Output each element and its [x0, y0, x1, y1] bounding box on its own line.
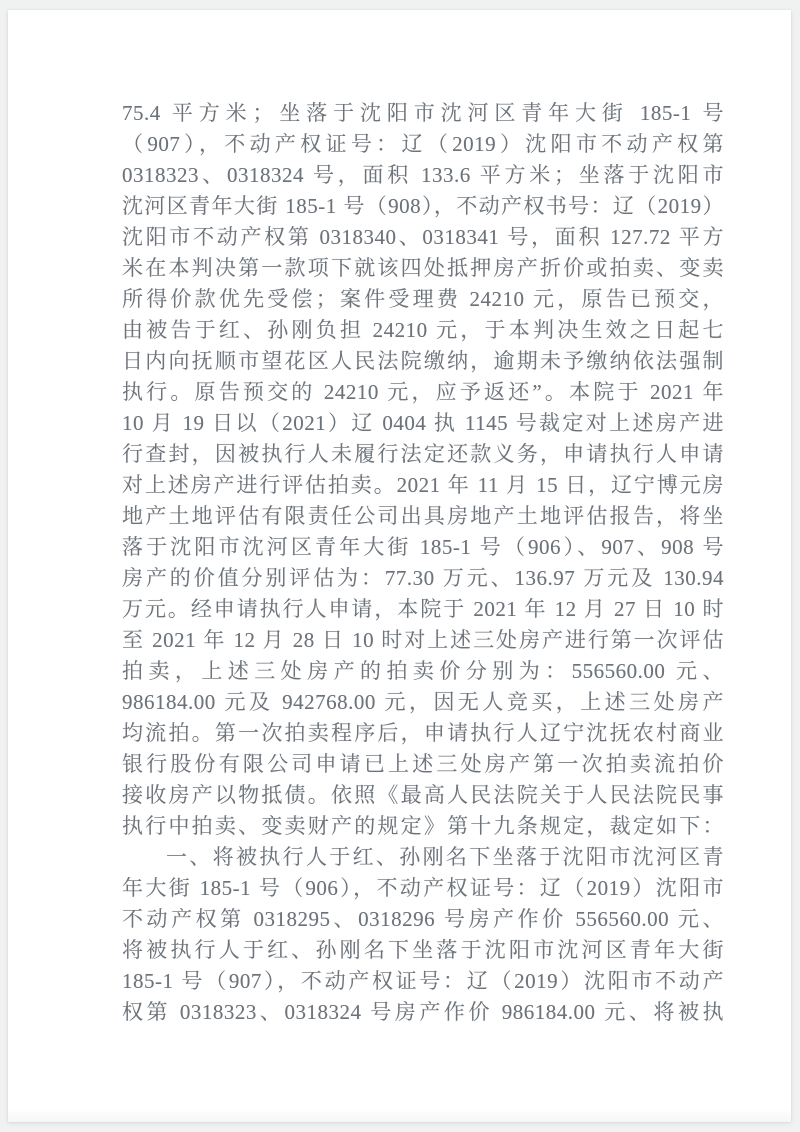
text-line: 接收房产以物抵债。依照《最高人民法院关于人民法院民事 [122, 783, 724, 807]
text-line: 对上述房产进行评估拍卖。2021 年 11 月 15 日，辽宁博元房 [122, 473, 724, 497]
text-line: 执行。原告预交的 24210 元，应予返还”。本院于 2021 年 [122, 380, 724, 404]
text-line: 地产土地评估有限责任公司出具房地产土地评估报告，将坐 [122, 504, 724, 528]
document-page [8, 10, 791, 1122]
text-line: 由被告于红、孙刚负担 24210 元，于本判决生效之日起七 [122, 318, 724, 342]
text-line: 权第 0318323、0318324 号房产作价 986184.00 元、将被执 [122, 1000, 724, 1024]
text-line: 至 2021 年 12 月 28 日 10 时对上述三处房产进行第一次评估 [122, 628, 724, 652]
text-line: 沈河区青年大街 185-1 号（908），不动产权书号：辽（2019） [122, 194, 724, 218]
text-line: 所得价款优先受偿；案件受理费 24210 元，原告已预交， [122, 287, 724, 311]
text-line: 185-1 号（907），不动产权证号：辽（2019）沈阳市不动产 [122, 969, 724, 993]
text-line: 不动产权第 0318295、0318296 号房产作价 556560.00 元、 [122, 907, 724, 931]
text-line: 万元。经申请执行人申请，本院于 2021 年 12 月 27 日 10 时 [122, 597, 724, 621]
text-line: 将被执行人于红、孙刚名下坐落于沈阳市沈河区青年大街 [122, 938, 724, 962]
text-line: 银行股份有限公司申请已上述三处房产第一次拍卖流拍价 [122, 752, 724, 776]
document-body [122, 98, 724, 1028]
text-line: 米在本判决第一款项下就该四处抵押房产折价或拍卖、变卖 [122, 256, 724, 280]
text-line: 10 月 19 日以（2021）辽 0404 执 1145 号裁定对上述房产进 [122, 411, 724, 435]
text-line: 75.4 平方米；坐落于沈阳市沈河区青年大街 185-1 号 [122, 101, 724, 125]
text-line: 行查封，因被执行人未履行法定还款义务，申请执行人申请 [122, 442, 724, 466]
text-line: 年大街 185-1 号（906），不动产权证号：辽（2019）沈阳市 [122, 876, 724, 900]
text-line: 日内向抚顺市望花区人民法院缴纳，逾期未予缴纳依法强制 [122, 349, 724, 373]
text-line: 房产的价值分别评估为：77.30 万元、136.97 万元及 130.94 [122, 566, 724, 590]
text-line: （907），不动产权证号：辽（2019）沈阳市不动产权第 [122, 132, 724, 156]
text-line: 落于沈阳市沈河区青年大街 185-1 号（906）、907、908 号 [122, 535, 724, 559]
text-line: 986184.00 元及 942768.00 元，因无人竞买，上述三处房产 [122, 690, 724, 714]
text-line: 一、将被执行人于红、孙刚名下坐落于沈阳市沈河区青 [166, 845, 724, 869]
text-line: 执行中拍卖、变卖财产的规定》第十九条规定，裁定如下： [122, 814, 724, 838]
text-line: 0318323、0318324 号，面积 133.6 平方米；坐落于沈阳市 [122, 163, 724, 187]
text-line: 沈阳市不动产权第 0318340、0318341 号，面积 127.72 平方 [122, 225, 724, 249]
text-line: 拍卖，上述三处房产的拍卖价分别为：556560.00 元、 [122, 659, 724, 683]
text-line: 均流拍。第一次拍卖程序后，申请执行人辽宁沈抚农村商业 [122, 721, 724, 745]
